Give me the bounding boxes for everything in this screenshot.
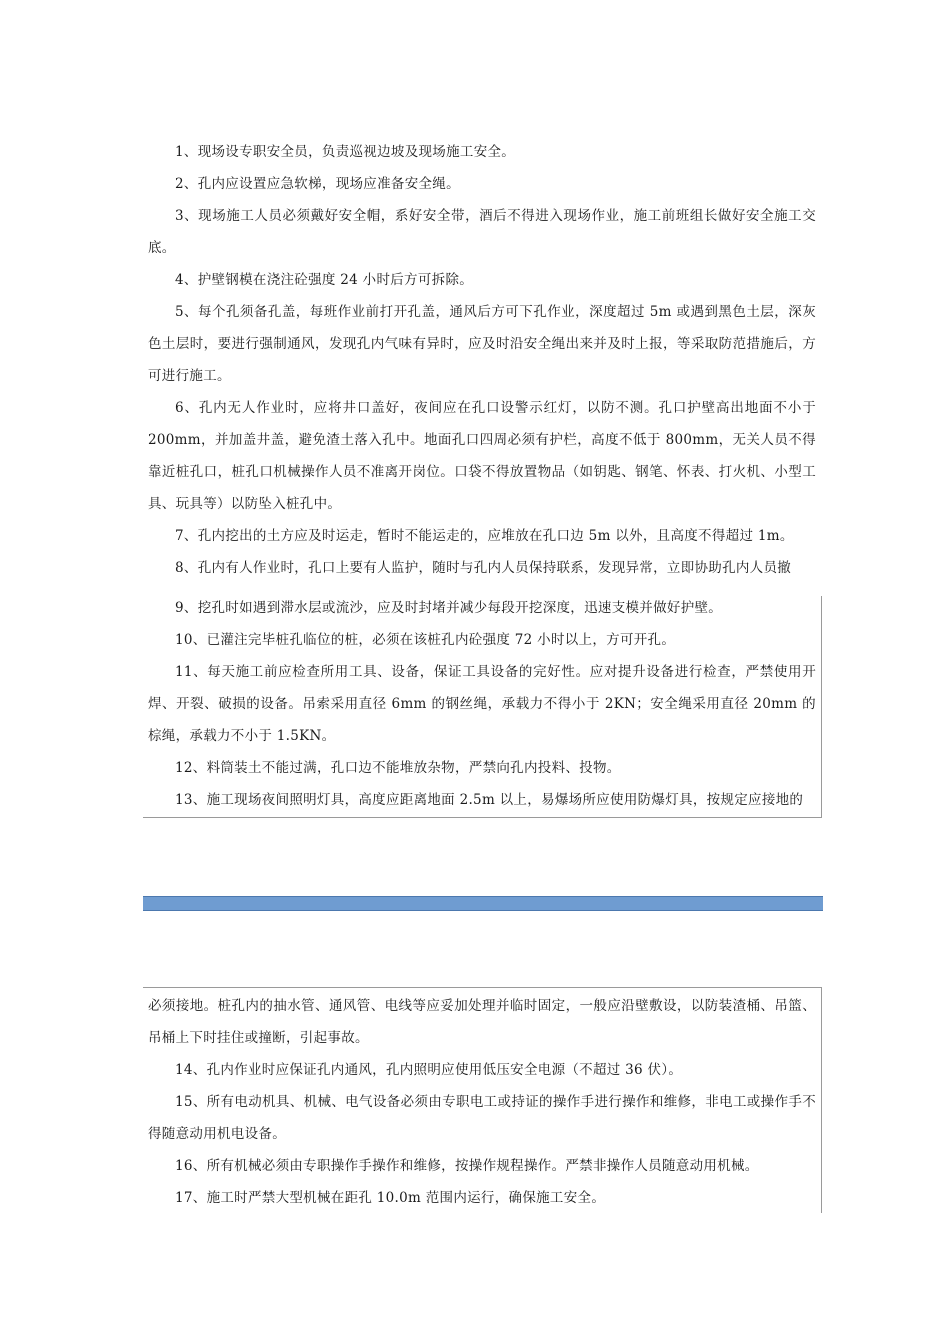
paragraph-17: 17、施工时严禁大型机械在距孔 10.0m 范围内运行，确保施工安全。 bbox=[175, 1190, 606, 1206]
paragraph-13-continued: 必须接地。桩孔内的抽水管、通风管、电线等应妥加处理并临时固定，一般应沿壁敷设，以防装渣桶、吊篮、吊桶上下时挂住或撞断，引起事故。 bbox=[148, 998, 816, 1046]
page1-box-bottom-border bbox=[143, 817, 822, 818]
paragraph-16: 16、所有机械必须由专职操作手操作和维修，按操作规程操作。严禁非操作人员随意动用机械。 bbox=[175, 1158, 759, 1174]
paragraph-1: 1、现场设专职安全员，负责巡视边坡及现场施工安全。 bbox=[175, 144, 516, 160]
paragraph-10: 10、已灌注完毕桩孔临位的桩，必须在该桩孔内砼强度 72 小时以上，方可开孔。 bbox=[175, 632, 676, 648]
paragraph-9: 9、挖孔时如遇到滞水层或流沙，应及时封堵并减少每段开挖深度，迅速支模并做好护壁。 bbox=[175, 600, 723, 616]
paragraph-15: 15、所有电动机具、机械、电气设备必须由专职电工或持证的操作手进行操作和维修，非电工或操作手不得随意动用机电设备。 bbox=[148, 1094, 816, 1142]
page2-box-right-border bbox=[821, 987, 822, 1213]
page1-paragraphs bbox=[148, 136, 816, 584]
paragraph-14: 14、孔内作业时应保证孔内通风，孔内照明应使用低压安全电源（不超过 36 伏）。 bbox=[175, 1062, 683, 1078]
paragraph-2: 2、孔内应设置应急软梯，现场应准备安全绳。 bbox=[175, 176, 460, 192]
paragraph-13: 13、施工现场夜间照明灯具，高度应距离地面 2.5m 以上，易爆场所应使用防爆灯具，按规定应接地的 bbox=[175, 792, 804, 808]
page1-box-right-border bbox=[821, 596, 822, 818]
page2-paragraphs bbox=[148, 990, 816, 1214]
page1-boxed-paragraphs bbox=[148, 592, 816, 816]
paragraph-7: 7、孔内挖出的土方应及时运走，暂时不能运走的，应堆放在孔口边 5m 以外，且高度不得超过 1m。 bbox=[175, 528, 794, 544]
paragraph-11: 11、每天施工前应检查所用工具、设备，保证工具设备的完好性。应对提升设备进行检查，严禁使用开焊、开裂、破损的设备。吊索采用直径 6mm 的钢丝绳，承载力不得小于 2KN；安全绳采用直径 20mm 的棕绳，承载力不小于 1.5KN。 bbox=[148, 664, 816, 744]
page2-box-top-border bbox=[143, 987, 822, 988]
paragraph-5: 5、每个孔须备孔盖，每班作业前打开孔盖，通风后方可下孔作业，深度超过 5m 或遇到黑色土层，深灰色土层时，要进行强制通风，发现孔内气味有异时，应及时沿安全绳出来并及时上报，等采取防范措施后，方可进行施工。 bbox=[148, 304, 816, 384]
paragraph-12: 12、料筒装土不能过满，孔口边不能堆放杂物，严禁向孔内投料、投物。 bbox=[175, 760, 621, 776]
paragraph-8: 8、孔内有人作业时，孔口上要有人监护，随时与孔内人员保持联系，发现异常，立即协助孔内人员撤 bbox=[175, 560, 792, 576]
paragraph-6: 6、孔内无人作业时，应将井口盖好，夜间应在孔口设警示红灯，以防不测。孔口护壁高出地面不小于 200mm，并加盖井盖，避免渣土落入孔中。地面孔口四周必须有护栏，高度不低于 800mm，无关人员不得靠近桩孔口，桩孔口机械操作人员不准离开岗位。口袋不得放置物品（如钥匙、钢笔、怀表、打火机、小型工具、玩具等）以防坠入桩孔中。 bbox=[148, 400, 816, 512]
page-separator bbox=[143, 896, 823, 911]
paragraph-4: 4、护壁钢模在浇注砼强度 24 小时后方可拆除。 bbox=[175, 272, 474, 288]
paragraph-3: 3、现场施工人员必须戴好安全帽，系好安全带，酒后不得进入现场作业，施工前班组长做好安全施工交底。 bbox=[148, 208, 816, 256]
